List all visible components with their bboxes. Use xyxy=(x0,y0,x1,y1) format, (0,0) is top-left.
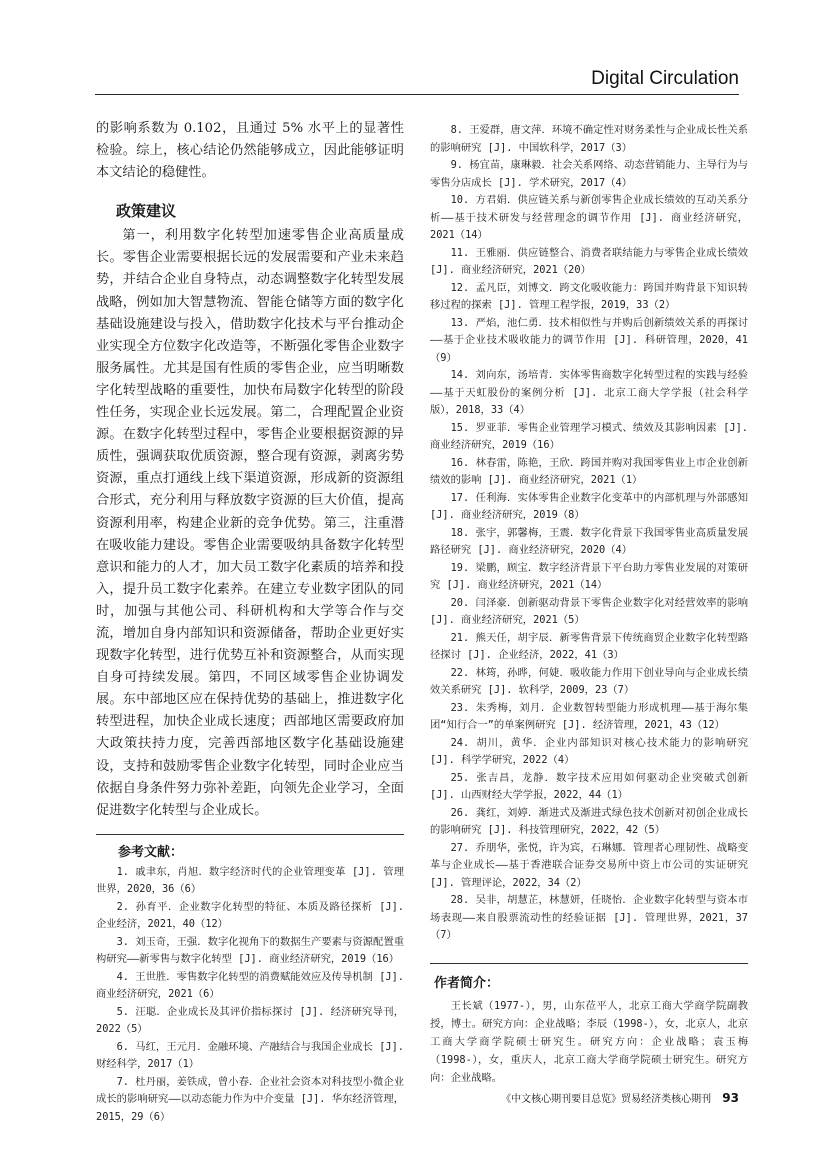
references-list-left xyxy=(96,864,404,1127)
page-number: 93 xyxy=(722,1091,739,1105)
reference-item: 5. 汪聪．企业成长及其评价指标探讨 [J]. 经济研究导刊，2022（5） xyxy=(96,1005,404,1036)
reference-item: 13. 严焰，池仁勇．技术相似性与并购后创新绩效关系的再探讨——基于企业技术吸收能力的调节作用 [J]. 科研管理，2020，41（9） xyxy=(430,316,748,364)
reference-item: 18. 张宇，郭馨梅，王震．数字化背景下我国零售业高质量发展路径研究 [J]. 商业经济研究，2020（4） xyxy=(430,526,748,556)
reference-item: 26. 龚红，刘婷．渐进式及渐进式绿色技术创新对初创企业成长的影响研究 [J]. 科技管理研究，2022，42（5） xyxy=(430,806,748,836)
footer-text: 《中文核心期刊要目总览》贸易经济类核心期刊 xyxy=(501,1094,712,1105)
reference-item: 7. 杜丹丽，姜铁成，曾小春．企业社会资本对科技型小微企业成长的影响研究——以动态能力作为中介变量 [J]. 华东经济管理，2015，29（6） xyxy=(96,1075,404,1123)
author-text: 王长斌（1977-），男，山东莅平人，北京工商大学商学院副教授，博士。研究方向：企业战略；李辰（1998-），女，北京人，北京工商大学商学院硕士研究生。研究方向：企业战略；袁玉梅（1998-），女，重庆人，北京工商大学商学院硕士研究生。研究方向：企业战略。 xyxy=(430,999,748,1084)
body-text xyxy=(96,118,404,184)
left-column xyxy=(96,118,404,1126)
reference-item: 25. 张吉昌，龙静．数字技术应用如何驱动企业突破式创新 [J]. 山西财经大学学报，2022，44（1） xyxy=(430,771,748,801)
reference-item: 1. 戚聿东，肖旭．数字经济时代的企业管理变革 [J]. 管理世界，2020，36（6） xyxy=(96,865,404,896)
reference-item: 19. 梁鹏，顾宝．数字经济背景下平台助力零售业发展的对策研究 [J]. 商业经济研究，2021（14） xyxy=(430,561,748,591)
reference-item: 4. 王世胜．零售数字化转型的消费赋能效应及传导机制 [J]. 商业经济研究，2021（6） xyxy=(96,970,404,1001)
reference-item: 28. 吴非，胡慧芷，林慧妍，任晓怡．企业数字化转型与资本市场表现——来自股票流动性的经验证据 [J]. 管理世界，2021，37（7） xyxy=(430,894,748,941)
page-footer xyxy=(501,1090,739,1105)
references-heading: 参考文献： xyxy=(118,844,184,860)
reference-item: 3. 刘玉奇，王强．数字化视角下的数据生产要素与资源配置重构研究——新零售与数字化转型 [J]. 商业经济研究，2019（16） xyxy=(96,935,404,966)
right-column xyxy=(430,122,748,1087)
section-title: 政策建议 xyxy=(116,202,177,221)
reference-item: 20. 闫泽豪．创新驱动背景下零售企业数字化对经营效率的影响 [J]. 商业经济研究，2021（5） xyxy=(430,596,748,626)
reference-item: 12. 孟凡臣，刘博文．跨文化吸收能力：跨国并购背景下知识转移过程的探索 [J]. 管理工程学报，2019，33（2） xyxy=(430,281,748,311)
reference-item: 2. 孙育平．企业数字化转型的特征、本质及路径探析 [J]. 企业经济，2021，40（12） xyxy=(96,900,404,931)
reference-item: 6. 马红，王元月．金融环境、产融结合与我国企业成长 [J]. 财经科学，2017（1） xyxy=(96,1040,404,1071)
reference-item: 9. 杨宜苗，康琳毅．社会关系网络、动态营销能力、主导行为与零售分店成长 [J]. 学术研究，2017（4） xyxy=(430,159,748,189)
reference-item: 21. 熊天任，胡宇辰．新零售背景下传统商贸企业数字化转型路径探讨 [J]. 企业经济，2022，41（3） xyxy=(430,631,748,661)
reference-item: 15. 罗亚菲．零售企业管理学习模式、绩效及其影响因素 [J]. 商业经济研究，2019（16） xyxy=(430,421,748,451)
author-heading: 作者简介： xyxy=(434,975,500,991)
reference-item: 24. 胡川，黄华．企业内部知识对核心技术能力的影响研究 [J]. 科学学研究，2022（4） xyxy=(430,736,748,766)
reference-item: 22. 林筠，孙晔，何婕．吸收能力作用下创业导向与企业成长绩效关系研究 [J]. 软科学，2009，23（7） xyxy=(430,666,748,696)
author-divider xyxy=(430,963,748,964)
reference-item: 17. 任利海．实体零售企业数字化变革中的内部机理与外部感知 [J]. 商业经济研究，2019（8） xyxy=(430,491,748,521)
reference-item: 8. 王爱群，唐文萍．环境不确定性对财务柔性与企业成长性关系的影响研究 [J]. 中国软科学，2017（3） xyxy=(430,124,748,154)
journal-title: Digital Circulation xyxy=(591,68,739,89)
reference-item: 16. 林春雷，陈艳，王欣．跨国并购对我国零售业上市企业创新绩效的影响 [J]. 商业经济研究，2021（1） xyxy=(430,456,748,486)
header-rule xyxy=(95,94,739,95)
reference-item: 27. 乔朋华，张悦，许为宾，石琳娜．管理者心理韧性、战略变革与企业成长——基于香港联合证券交易所中资上市公司的实证研究 [J]. 管理评论，2022，34（2） xyxy=(430,841,748,889)
references-list-right xyxy=(430,122,748,945)
reference-item: 14. 刘向东，汤培青．实体零售商数字化转型过程的实践与经验——基于天虹股份的案例分析 [J]. 北京工商大学学报（社会科学版），2018，33（4） xyxy=(430,369,748,416)
policy-paragraph: 第一，利用数字化转型加速零售企业高质量成长。零售企业需要根据长远的发展需要和产业未来趋势，并结合企业自身特点，动态调整数字化转型发展战略，例如加大智慧物流、智能仓储等方面的数字化基础设施建设与投入，借助数字化技术与平台推动企业实现全方位数字化改造等，不断强化零售企业数字服务属性。尤其是国有性质的零售企业，应当明晰数字化转型战略的重要性，加快布局数字化转型的阶段性任务，实现企业长远发展。第二，合理配置企业资源。在数字化转型过程中，零售企业要根据资源的异质性，强调获取优质资源，整合现有资源，剥离劣势资源，重点打通线上线下渠道资源，形成新的资源组合形式，充分利用与释放数字资源的巨大价值，提高资源利用率，构建企业新的竞争优势。第三，注重潜在吸收能力建设。零售企业需要吸纳具备数字化转型意识和能力的人才，加大员工数字化素质的培养和投入，提升员工数字化素养。在建立专业数字团队的同时，加强与其他公司、科研机构和大学等合作与交流，增加自身内部知识和资源储备，帮助企业更好实现数字化转型，进行优势互补和资源整合，从而实现自身可持续发展。第四，不同区域零售企业协调发展。东中部地区应在保持优势的基础上，推进数字化转型进程，加快企业成长速度；西部地区需要政府加大政策扶持力度，完善西部地区数字化基础设施建设，支持和鼓励零售企业数字化转型，同时企业应当依据自身条件努力弥补差距，向领先企业学习，全面促进数字化转型与企业成长。 xyxy=(96,228,404,818)
reference-item: 11. 王雅丽．供应链整合、消费者联结能力与零售企业成长绩效 [J]. 商业经济研究，2021（20） xyxy=(430,246,748,276)
reference-item: 23. 朱秀梅，刘月．企业数智转型能力形成机理——基于海尔集团“知行合一”的单案例研究 [J]. 经济管理，2021，43（12） xyxy=(430,701,748,731)
lead-paragraph: 的影响系数为 0.102，且通过 5% 水平上的显著性检验。综上，核心结论仍然能够成立，因此能够证明本文结论的稳健性。 xyxy=(96,121,404,181)
references-divider xyxy=(96,834,404,835)
reference-item: 10. 方君娟．供应链关系与新创零售企业成长绩效的互动关系分析——基于技术研发与经营理念的调节作用 [J]. 商业经济研究，2021（14） xyxy=(430,194,748,241)
